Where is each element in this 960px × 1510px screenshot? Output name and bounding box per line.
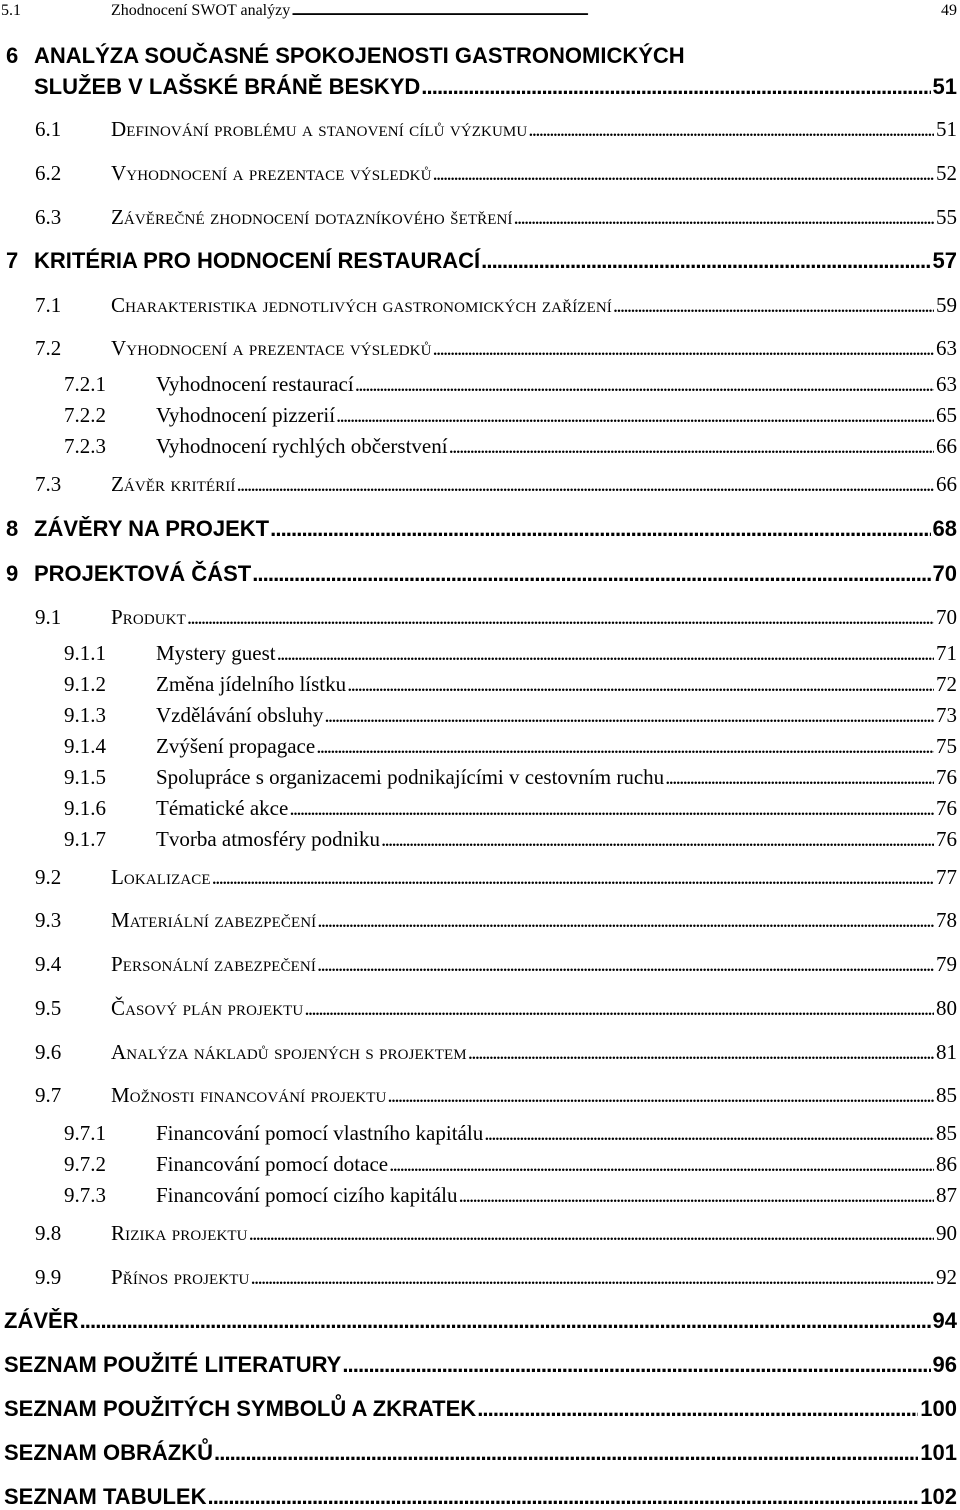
toc-entry-number: 6.1 xyxy=(35,117,62,141)
toc-entry-page: 70 xyxy=(936,605,957,629)
toc-entry-title: Časový plán projektu xyxy=(111,996,304,1020)
toc-entry-title: SEZNAM POUŽITÉ LITERATURY xyxy=(4,1352,342,1377)
dot-leader xyxy=(347,672,934,697)
dot-leader xyxy=(613,293,934,318)
toc-entry-page: 52 xyxy=(936,161,957,185)
toc-entry[interactable] xyxy=(0,1121,957,1146)
toc-entry-title: Tvorba atmosféry podniku xyxy=(156,827,380,851)
toc-entry[interactable] xyxy=(0,205,957,230)
toc-entry-page: 55 xyxy=(936,205,957,229)
toc-entry-number: 9.7.3 xyxy=(64,1183,106,1207)
dot-leader xyxy=(528,117,934,142)
toc-entry-page: 80 xyxy=(936,996,957,1020)
toc-entry-title: Vyhodnocení pizzerií xyxy=(156,403,336,427)
dot-leader xyxy=(277,641,934,666)
toc-entry-page: 76 xyxy=(936,765,957,789)
toc-entry-page: 100 xyxy=(920,1396,957,1421)
dot-leader xyxy=(324,703,934,728)
toc-entry[interactable] xyxy=(0,336,957,361)
toc-entry[interactable] xyxy=(0,1183,957,1208)
toc-entry-number: 9.4 xyxy=(35,952,62,976)
toc-entry-title: Spolupráce s organizacemi podnikajícími v cestovním ruchu xyxy=(156,765,665,789)
toc-entry-title: Financování pomocí cizího kapitálu xyxy=(156,1183,458,1207)
toc-entry-page: 76 xyxy=(936,827,957,851)
dot-leader xyxy=(481,248,930,274)
toc-entry[interactable] xyxy=(0,1083,957,1108)
toc-entry[interactable] xyxy=(0,1152,957,1177)
dot-leader xyxy=(459,1183,934,1208)
toc-entry[interactable] xyxy=(0,672,957,697)
dot-leader xyxy=(317,952,934,977)
toc-entry-title: Vzdělávání obsluhy xyxy=(156,703,324,727)
dot-leader xyxy=(317,908,934,933)
toc-entry[interactable] xyxy=(0,161,957,186)
dot-leader xyxy=(433,161,935,186)
toc-entry-page: 65 xyxy=(936,403,957,427)
toc-entry-title: Vyhodnocení restaurací xyxy=(156,372,354,396)
dot-leader xyxy=(249,1221,934,1246)
toc-entry-page: 66 xyxy=(936,472,957,496)
toc-entry-page: 57 xyxy=(932,248,957,273)
toc-entry[interactable] xyxy=(0,248,957,274)
toc-entry-page: 87 xyxy=(936,1183,957,1207)
toc-entry-number: 9.6 xyxy=(35,1040,62,1064)
toc-entry[interactable] xyxy=(0,1440,957,1466)
toc-entry-number: 5.1 xyxy=(1,2,21,19)
toc-entry-page: 73 xyxy=(936,703,957,727)
dot-leader xyxy=(270,516,930,542)
toc-entry-title: PROJEKTOVÁ ČÁST xyxy=(34,561,252,586)
toc-entry[interactable] xyxy=(0,952,957,977)
toc-entry-page: 75 xyxy=(936,734,957,758)
toc-entry-title: Zvýšení propagace xyxy=(156,734,316,758)
toc-entry[interactable] xyxy=(0,1396,957,1422)
toc-entry-page: 49 xyxy=(941,2,957,19)
toc-entry-title: SEZNAM POUŽITÝCH SYMBOLŮ A ZKRATEK xyxy=(4,1396,477,1421)
dot-leader xyxy=(212,865,934,890)
toc-entry[interactable] xyxy=(0,605,957,630)
toc-entry[interactable] xyxy=(0,1265,957,1290)
toc-entry[interactable] xyxy=(0,403,957,428)
toc-entry-page: 59 xyxy=(936,293,957,317)
toc-entry[interactable] xyxy=(0,1352,957,1378)
toc-entry-title: Rizika projektu xyxy=(111,1221,248,1245)
dot-leader xyxy=(187,605,934,630)
dot-leader xyxy=(316,734,934,759)
toc-entry-number: 6 xyxy=(6,43,19,68)
toc-entry-number: 9.3 xyxy=(35,908,62,932)
toc-entry[interactable] xyxy=(0,703,957,728)
toc-entry-number: 9.1 xyxy=(35,605,62,629)
dot-leader xyxy=(289,796,934,821)
toc-entry-title: Závěrečné zhodnocení dotazníkového šetření xyxy=(111,205,513,229)
toc-entry-page: 76 xyxy=(936,796,957,820)
toc-entry-title: Zhodnocení SWOT analýzy xyxy=(111,2,291,19)
toc-entry-number: 7.3 xyxy=(35,472,62,496)
toc-entry-title: SLUŽEB V LAŠSKÉ BRÁNĚ BESKYD xyxy=(34,74,421,99)
toc-entry-number: 6.2 xyxy=(35,161,62,185)
toc-entry-title: SEZNAM TABULEK xyxy=(4,1484,207,1509)
dot-leader xyxy=(665,765,934,790)
toc-entry-title: Lokalizace xyxy=(111,865,211,889)
toc-entry-number: 7.1 xyxy=(35,293,62,317)
toc-entry[interactable] xyxy=(0,796,957,821)
toc-entry-title: Materiální zabezpečení xyxy=(111,908,317,932)
toc-entry-title: ZÁVĚRY NA PROJEKT xyxy=(34,516,270,541)
toc-entry-title: Financování pomocí dotace xyxy=(156,1152,389,1176)
toc-entry[interactable] xyxy=(0,865,957,890)
dot-leader xyxy=(342,1352,930,1378)
toc-entry-title: Vyhodnocení rychlých občerstvení xyxy=(156,434,448,458)
toc-entry-number: 9.1.6 xyxy=(64,796,106,820)
dot-leader xyxy=(304,996,934,1021)
toc-entry-title: Mystery guest xyxy=(156,641,276,665)
toc-entry-page: 51 xyxy=(932,74,957,99)
toc-entry-page: 102 xyxy=(920,1484,957,1509)
dot-leader xyxy=(207,1484,918,1510)
toc-entry-page: 85 xyxy=(936,1121,957,1145)
toc-entry-number: 9.2 xyxy=(35,865,62,889)
toc-entry-page: 96 xyxy=(932,1352,957,1377)
dot-leader xyxy=(449,434,934,459)
toc-entry-page: 77 xyxy=(936,865,957,889)
toc-entry-number: 7.2.1 xyxy=(64,372,106,396)
dot-leader xyxy=(514,205,934,230)
toc-entry-page: 63 xyxy=(936,372,957,396)
dot-leader xyxy=(214,1440,918,1466)
toc-entry[interactable] xyxy=(0,1040,957,1065)
toc-entry-title: Produkt xyxy=(111,605,186,629)
dot-leader xyxy=(468,1040,934,1065)
toc-entry-number: 7.2 xyxy=(35,336,62,360)
toc-entry[interactable] xyxy=(0,734,957,759)
dot-leader xyxy=(252,561,930,587)
toc-entry-number: 9.1.4 xyxy=(64,734,106,758)
toc-entry-number: 7.2.2 xyxy=(64,403,106,427)
toc-entry[interactable] xyxy=(0,516,957,542)
toc-entry[interactable] xyxy=(0,908,957,933)
toc-entry-page: 70 xyxy=(932,561,957,586)
dot-leader xyxy=(433,336,935,361)
toc-entry-page: 71 xyxy=(936,641,957,665)
toc-entry[interactable] xyxy=(0,996,957,1021)
toc-entry-title: ZÁVĚR xyxy=(4,1308,79,1333)
toc-entry-title: ANALÝZA SOUČASNÉ SPOKOJENOSTI GASTRONOMICKÝCH xyxy=(34,43,685,68)
toc-entry[interactable] xyxy=(0,1484,957,1510)
toc-entry-page: 85 xyxy=(936,1083,957,1107)
toc-entry[interactable] xyxy=(0,43,957,69)
toc-entry-page: 94 xyxy=(932,1308,957,1333)
toc-entry-title: Tématické akce xyxy=(156,796,289,820)
dot-leader xyxy=(381,827,934,852)
dot-leader xyxy=(236,472,934,497)
toc-entry-title: Závěr kritérií xyxy=(111,472,236,496)
toc-entry[interactable] xyxy=(0,434,957,459)
toc-entry[interactable] xyxy=(0,117,957,142)
toc-entry[interactable] xyxy=(0,765,957,790)
toc-entry-page: 92 xyxy=(936,1265,957,1289)
toc-entry-page: 51 xyxy=(936,117,957,141)
toc-entry-title: SEZNAM OBRÁZKŮ xyxy=(4,1440,213,1465)
toc-entry-number: 9.1.5 xyxy=(64,765,106,789)
toc-entry-page: 68 xyxy=(932,516,957,541)
toc-entry-title: Personální zabezpečení xyxy=(111,952,316,976)
toc-entry[interactable] xyxy=(0,74,957,100)
toc-entry-title: Možnosti financování projektu xyxy=(111,1083,387,1107)
toc-entry-number: 9.1.3 xyxy=(64,703,106,727)
toc-entry[interactable] xyxy=(0,1221,957,1246)
toc-entry-number: 7.2.3 xyxy=(64,434,106,458)
toc-entry-number: 9.8 xyxy=(35,1221,62,1245)
toc-entry-number: 9.7.1 xyxy=(64,1121,106,1145)
dot-leader xyxy=(80,1308,931,1334)
toc-entry-page: 90 xyxy=(936,1221,957,1245)
toc-entry-title: Přínos projektu xyxy=(111,1265,250,1289)
dot-leader xyxy=(336,403,934,428)
dot-leader xyxy=(477,1396,918,1422)
dot-leader xyxy=(389,1152,934,1177)
toc-entry-number: 9.1.1 xyxy=(64,641,106,665)
toc-entry[interactable] xyxy=(0,372,957,397)
toc-entry-page: 78 xyxy=(936,908,957,932)
toc-entry-title: Definování problému a stanovení cílů výzkumu xyxy=(111,117,528,141)
dot-leader xyxy=(421,74,930,100)
dot-leader xyxy=(355,372,934,397)
toc-entry-number: 9.7 xyxy=(35,1083,62,1107)
toc-entry[interactable] xyxy=(0,561,957,587)
toc-entry-number: 9.9 xyxy=(35,1265,62,1289)
toc-entry-title: Financování pomocí vlastního kapitálu xyxy=(156,1121,484,1145)
toc-entry[interactable] xyxy=(0,1308,957,1334)
toc-entry[interactable] xyxy=(0,472,957,497)
toc-entry-number: 7 xyxy=(6,248,19,273)
toc-entry-number: 9.7.2 xyxy=(64,1152,106,1176)
toc-entry-number: 9.1.2 xyxy=(64,672,106,696)
toc-entry-number: 9 xyxy=(6,561,19,586)
toc-entry-number: 9.1.7 xyxy=(64,827,106,851)
toc-entry-page: 63 xyxy=(936,336,957,360)
toc-entry-page: 79 xyxy=(936,952,957,976)
dot-leader xyxy=(250,1265,934,1290)
toc-entry-title: Analýza nákladů spojených s projektem xyxy=(111,1040,467,1064)
toc-entry-title: Změna jídelního lístku xyxy=(156,672,347,696)
dot-leader xyxy=(484,1121,934,1146)
toc-entry[interactable] xyxy=(0,641,957,666)
toc-entry[interactable] xyxy=(0,293,957,318)
toc-entry-title: Vyhodnocení a prezentace výsledků xyxy=(111,161,432,185)
toc-entry-page: 72 xyxy=(936,672,957,696)
toc-entry-page: 101 xyxy=(920,1440,957,1465)
toc-entry-page: 81 xyxy=(936,1040,957,1064)
toc-entry[interactable] xyxy=(0,827,957,852)
toc-entry[interactable] xyxy=(0,2,957,20)
dot-leader xyxy=(387,1083,934,1108)
dot-leader xyxy=(291,2,939,20)
toc-entry-title: Charakteristika jednotlivých gastronomických zařízení xyxy=(111,293,612,317)
toc-entry-number: 9.5 xyxy=(35,996,62,1020)
toc-entry-number: 8 xyxy=(6,516,19,541)
toc-entry-title: KRITÉRIA PRO HODNOCENÍ RESTAURACÍ xyxy=(34,248,481,273)
toc-entry-title: Vyhodnocení a prezentace výsledků xyxy=(111,336,432,360)
toc-entry-number: 6.3 xyxy=(35,205,62,229)
toc-entry-page: 66 xyxy=(936,434,957,458)
toc-entry-page: 86 xyxy=(936,1152,957,1176)
